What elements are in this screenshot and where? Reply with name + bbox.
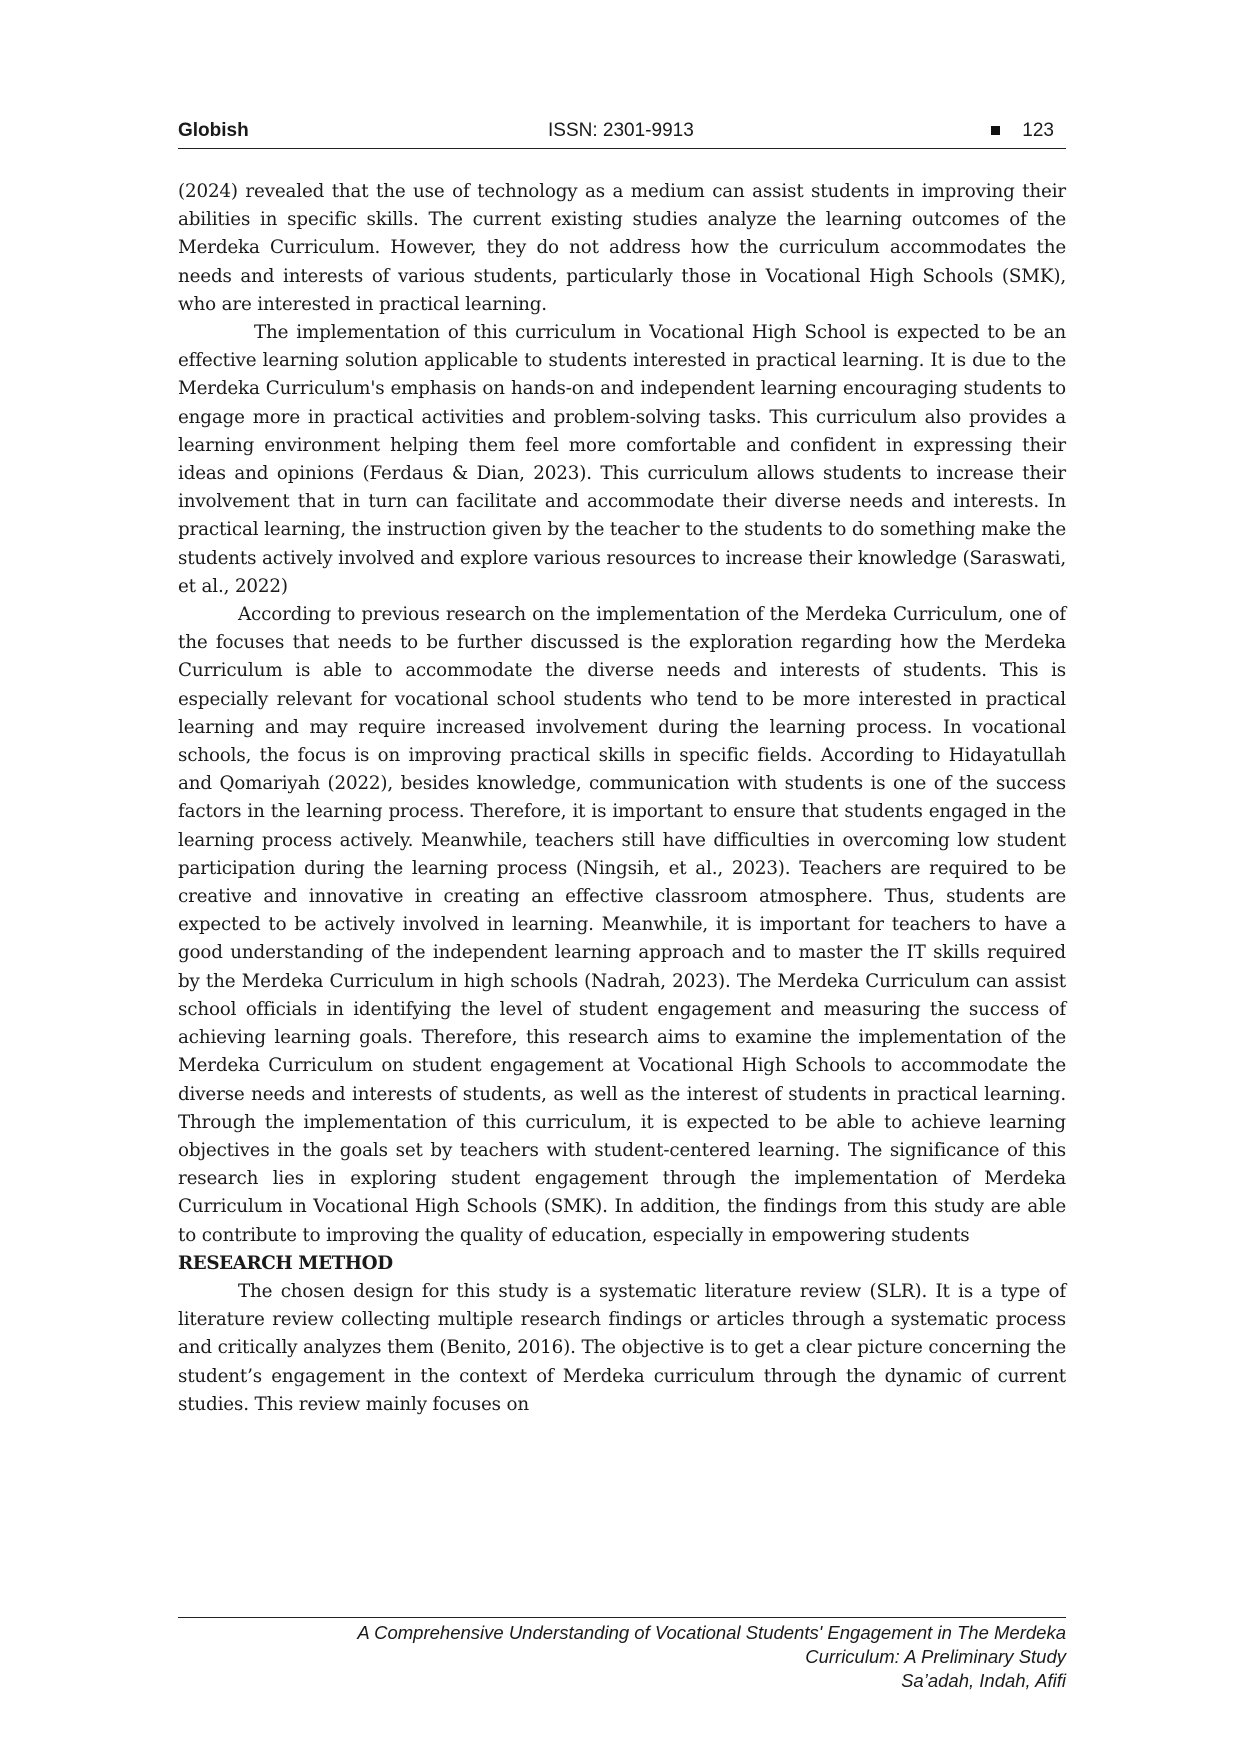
body-text: [178, 178, 1066, 1419]
paragraph: The implementation of this curriculum in Vocational High School is expected to be an effective learning solution applicable to students interested in practical learning. It is due to the Merdeka Curriculum's emphasis on hands-on and independent learning encouraging students to engage more in practical activities and problem-solving tasks. This curriculum also provides a learning environment helping them feel more comfortable and confident in expressing their ideas and opinions (Ferdaus & Dian, 2023). This curriculum allows students to increase their involvement that in turn can facilitate and accommodate their diverse needs and interests. In practical learning, the instruction given by the teacher to the students to do something make the students actively involved and explore various resources to increase their knowledge (Saraswati, et al., 2022): [178, 322, 1066, 597]
running-footer: [178, 1621, 1066, 1693]
section-heading: RESEARCH METHOD: [178, 1252, 393, 1274]
page-number-group: [991, 120, 1054, 142]
running-header: [178, 118, 1066, 149]
footer-divider: [178, 1617, 1066, 1618]
paragraph: According to previous research on the implementation of the Merdeka Curriculum, one of the focuses that needs to be further discussed is the exploration regarding how the Merdeka Curriculum is able to accommodate the diverse needs and interests of students. This is especially relevant for vocational school students who tend to be more interested in practical learning and may require increased involvement during the learning process. In vocational schools, the focus is on improving practical skills in specific fields. According to Hidayatullah and Qomariyah (2022), besides knowledge, communication with students is one of the success factors in the learning process. Therefore, it is important to ensure that students engaged in the learning process actively. Meanwhile, teachers still have difficulties in overcoming low student participation during the learning process (Ningsih, et al., 2023). Teachers are required to be creative and innovative in creating an effective classroom atmosphere. Thus, students are expected to be actively involved in learning. Meanwhile, it is important for teachers to have a good understanding of the independent learning approach and to master the IT skills required by the Merdeka Curriculum in high schools (Nadrah, 2023). The Merdeka Curriculum can assist school officials in identifying the level of student engagement and measuring the success of achieving learning goals. Therefore, this research aims to examine the implementation of the Merdeka Curriculum on student engagement at Vocational High Schools to accommodate the diverse needs and interests of students, as well as the interest of students in practical learning. Through the implementation of this curriculum, it is expected to be able to achieve learning objectives in the goals set by teachers with student-centered learning. The significance of this research lies in exploring student engagement through the implementation of Merdeka Curriculum in Vocational High Schools (SMK). In addition, the findings from this study are able to contribute to improving the quality of education, especially in empowering students: [178, 604, 1066, 1246]
footer-title-line: Curriculum: A Preliminary Study: [805, 1646, 1066, 1667]
square-bullet-icon: [991, 126, 1000, 135]
footer-title-line: A Comprehensive Understanding of Vocational Students' Engagement in The Merdeka: [357, 1622, 1066, 1643]
page-number: 123: [1022, 120, 1054, 141]
issn: ISSN: 2301-9913: [548, 120, 694, 141]
paragraph: The chosen design for this study is a systematic literature review (SLR). It is a type of literature review collecting multiple research findings or articles through a systematic process and critically analyzes them (Benito, 2016). The objective is to get a clear picture concerning the student’s engagement in the context of Merdeka curriculum through the dynamic of current studies. This review mainly focuses on: [178, 1280, 1066, 1415]
paragraph: (2024) revealed that the use of technology as a medium can assist students in improving their abilities in specific skills. The current existing studies analyze the learning outcomes of the Merdeka Curriculum. However, they do not address how the curriculum accommodates the needs and interests of various students, particularly those in Vocational High Schools (SMK), who are interested in practical learning.: [178, 181, 1066, 315]
footer-authors: Sa’adah, Indah, Afifi: [901, 1670, 1066, 1691]
journal-name: Globish: [178, 120, 249, 141]
